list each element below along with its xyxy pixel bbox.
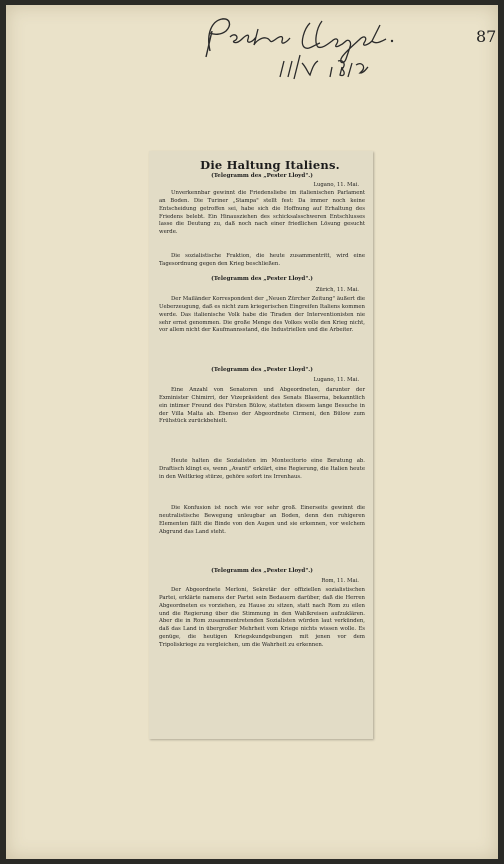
article-paragraph: Der Mailänder Korrespondent der „Neuen Zürcher Zeitung" äußert die Ueberzeugung, daß es nicht zum kriegerischen Eingreifen Italiens kommen werde. Das italienische Volk habe die Tiraden der Interventionisten nie sehr ernst genommen. Die große Menge des Volkes wolle den Krieg nicht, vor allem nicht der Kaufmannsstand, die Industriellen und die Arbeiter. [159,296,365,334]
place-date: Lugano, 11. Mai. [313,377,359,383]
place-date: Zürich, 11. Mai. [315,287,359,293]
article-paragraph: Die Konfusion ist noch wie vor sehr groß. Einerseits gewinnt die neutralistische Bewegung unleugbar an Boden, denn den ruhigeren Elementen fällt die Binde von den Augen und sie erkennen, vor welchem Abgrund das Land steht. [159,505,365,535]
archive-page [6,5,498,859]
telegram-dateline: (Telegramm des „Pester Lloyd".) [211,173,313,179]
article-paragraph: Unverkennbar gewinnt die Friedensliebe im italienischen Parlament an Boden. Die Turiner „Stampa" stellt fest: Da immer noch keine Entscheidung getroffen sei, habe sich die Hoffnung auf Erhaltung des Friedens belebt. Ein Hinausziehen des schicksalsschweren Entschlusses lasse die Deutung zu, daß noch nach einer friedlichen Lösung gesucht werde. [159,190,365,236]
article-paragraph: Eine Anzahl von Senatoren und Abgeordneten, darunter der Exminister Chimirri, der Vizepräsident des Senats Blaserna, bekanntlich ein intimer Freund des Fürsten Bülow, statteten diesem lange Besuche in der Villa Malta ab. Ebenso der Abgeordnete Cirmeni, den Bülow zum Frühstück zurückbehielt. [159,387,365,425]
article-paragraph: Die sozialistische Fraktion, die heute zusammentritt, wird eine Tagesordnung gegen den Krieg beschließen. [159,253,365,267]
article-headline: Die Haltung Italiens. [200,158,340,172]
telegram-dateline: (Telegramm des „Pester Lloyd".) [211,367,313,373]
handwritten-note-text: Pester Lloyd 11/V 1915 [196,11,208,12]
newspaper-clipping [149,151,373,739]
page-number: 87 [476,27,497,46]
telegram-dateline: (Telegramm des „Pester Lloyd".) [211,568,313,574]
telegram-dateline: (Telegramm des „Pester Lloyd".) [211,276,313,282]
place-date: Lugano, 11. Mai. [313,182,359,188]
article-paragraph: Heute halten die Sozialisten im Montecitorio eine Beratung ab. Draftisch klingt es, wenn „Avanti" erklärt, eine Regierung, die Italien heute in den Weltkrieg stürze, gehöre sofort ins Irrenhaus. [159,458,365,480]
article-paragraph: Der Abgeordnete Merloni, Sekretär der offiziellen sozialistischen Partei, erklärte namens der Partei sein Bedauern darüber, daß die Herren Abgeordneten es vorziehen, zu Hause zu sitzen, statt nach Rom zu eilen und die Regierung über die Stimmung in den Wahlkreisen aufzuklären. Aber die in Rom zusammentretenden Sozialisten würden laut verkünden, daß das Land in übergroßer Mehrheit vom Kriege nichts wissen wolle. Es genüge, die heutigen Kriegskundgebungen mit jenen vor dem Tripoliskriege zu vergleichen, um die Wahrheit zu erkennen. [159,587,365,648]
place-date: Rom, 11. Mai. [321,578,359,584]
handwritten-note [196,11,426,81]
